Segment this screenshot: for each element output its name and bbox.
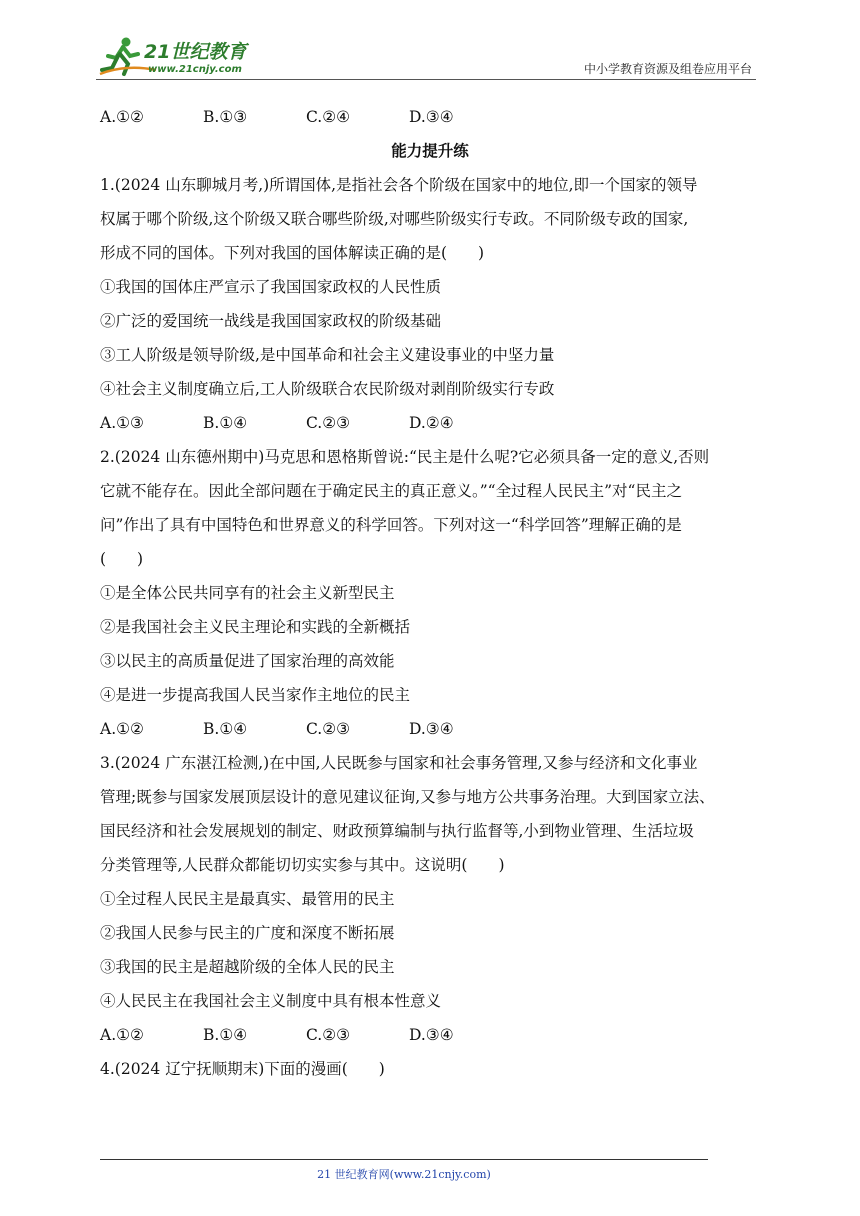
question-stem-line: 1.(2024 山东聊城月考,)所谓国体,是指社会各个阶级在国家中的地位,即一个国家的领导 [100, 176, 698, 194]
option-a[interactable]: A.①③ [100, 414, 144, 432]
question-stem-line: 形成不同的国体。下列对我国的国体解读正确的是( ) [100, 244, 485, 262]
question-4 [100, 1052, 760, 1086]
site-logo [96, 34, 266, 78]
statement-4: ④是进一步提高我国人民当家作主地位的民主 [100, 686, 411, 704]
question-stem-line: 2.(2024 山东德州期中)马克思和恩格斯曾说:“民主是什么呢?它必须具备一定的意义,否则 [100, 448, 710, 466]
statement-2: ②是我国社会主义民主理论和实践的全新概括 [100, 618, 411, 636]
statement-4: ④人民民主在我国社会主义制度中具有根本性意义 [100, 992, 442, 1010]
section-title: 能力提升练 [391, 142, 469, 160]
statement-2: ②我国人民参与民主的广度和深度不断拓展 [100, 924, 395, 942]
logo-text: 21世纪教育 [144, 41, 247, 63]
question-3 [100, 746, 760, 1052]
option-c[interactable]: C.②③ [306, 1026, 351, 1044]
statement-1: ①我国的国体庄严宣示了我国国家政权的人民性质 [100, 278, 442, 296]
top-options [100, 100, 760, 134]
statement-4: ④社会主义制度确立后,工人阶级联合农民阶级对剥削阶级实行专政 [100, 380, 555, 398]
option-a[interactable]: A.①② [100, 108, 144, 126]
answer-options [100, 406, 760, 440]
option-b[interactable]: B.①④ [203, 414, 248, 432]
statement-1: ①全过程人民民主是最真实、最管用的民主 [100, 890, 395, 908]
page-header [96, 30, 756, 80]
statement-1: ①是全体公民共同享有的社会主义新型民主 [100, 584, 395, 602]
question-1 [100, 168, 760, 440]
question-stem-line: 管理;既参与国家发展顶层设计的意见建议征询,又参与地方公共事务治理。大到国家立法、 [100, 788, 715, 806]
option-d[interactable]: D.③④ [409, 1026, 454, 1044]
option-d[interactable]: D.③④ [409, 720, 454, 738]
question-2 [100, 440, 760, 746]
option-c[interactable]: C.②③ [306, 720, 351, 738]
option-b[interactable]: B.①④ [203, 1026, 248, 1044]
runner-logo-icon [96, 34, 266, 78]
option-d[interactable]: D.②④ [409, 414, 454, 432]
option-c[interactable]: C.②④ [306, 108, 351, 126]
statement-2: ②广泛的爱国统一战线是我国国家政权的阶级基础 [100, 312, 442, 330]
question-stem-line: 它就不能存在。因此全部问题在于确定民主的真正意义。”“全过程人民民主”对“民主之 [100, 482, 682, 500]
question-content [100, 100, 760, 1086]
option-a[interactable]: A.①② [100, 720, 144, 738]
option-d[interactable]: D.③④ [409, 108, 454, 126]
header-divider [96, 79, 756, 80]
footer-divider [100, 1159, 708, 1160]
statement-3: ③我国的民主是超越阶级的全体人民的民主 [100, 958, 395, 976]
answer-options [100, 712, 760, 746]
statement-3: ③以民主的高质量促进了国家治理的高效能 [100, 652, 395, 670]
question-stem-line: 问”作出了具有中国特色和世界意义的科学回答。下列对这一“科学回答”理解正确的是 [100, 516, 682, 534]
answer-options [100, 1018, 760, 1052]
question-stem-line: ( ) [100, 550, 144, 568]
question-stem-line: 权属于哪个阶级,这个阶级又联合哪些阶级,对哪些阶级实行专政。不同阶级专政的国家, [100, 210, 689, 228]
statement-3: ③工人阶级是领导阶级,是中国革命和社会主义建设事业的中坚力量 [100, 346, 555, 364]
option-c[interactable]: C.②③ [306, 414, 351, 432]
option-b[interactable]: B.①③ [203, 108, 248, 126]
footer-link[interactable]: 21 世纪教育网(www.21cnjy.com) [317, 1168, 491, 1181]
header-tagline: 中小学教育资源及组卷应用平台 [583, 62, 752, 76]
question-stem-line: 分类管理等,人民群众都能切切实实参与其中。这说明( ) [100, 856, 505, 874]
question-stem-line: 国民经济和社会发展规划的制定、财政预算编制与执行监督等,小到物业管理、生活垃圾 [100, 822, 694, 840]
question-stem-line: 4.(2024 辽宁抚顺期末)下面的漫画( ) [100, 1060, 385, 1078]
logo-url: www.21cnjy.com [148, 64, 242, 75]
option-a[interactable]: A.①② [100, 1026, 144, 1044]
option-b[interactable]: B.①④ [203, 720, 248, 738]
question-stem-line: 3.(2024 广东湛江检测,)在中国,人民既参与国家和社会事务管理,又参与经济和文化事业 [100, 754, 698, 772]
